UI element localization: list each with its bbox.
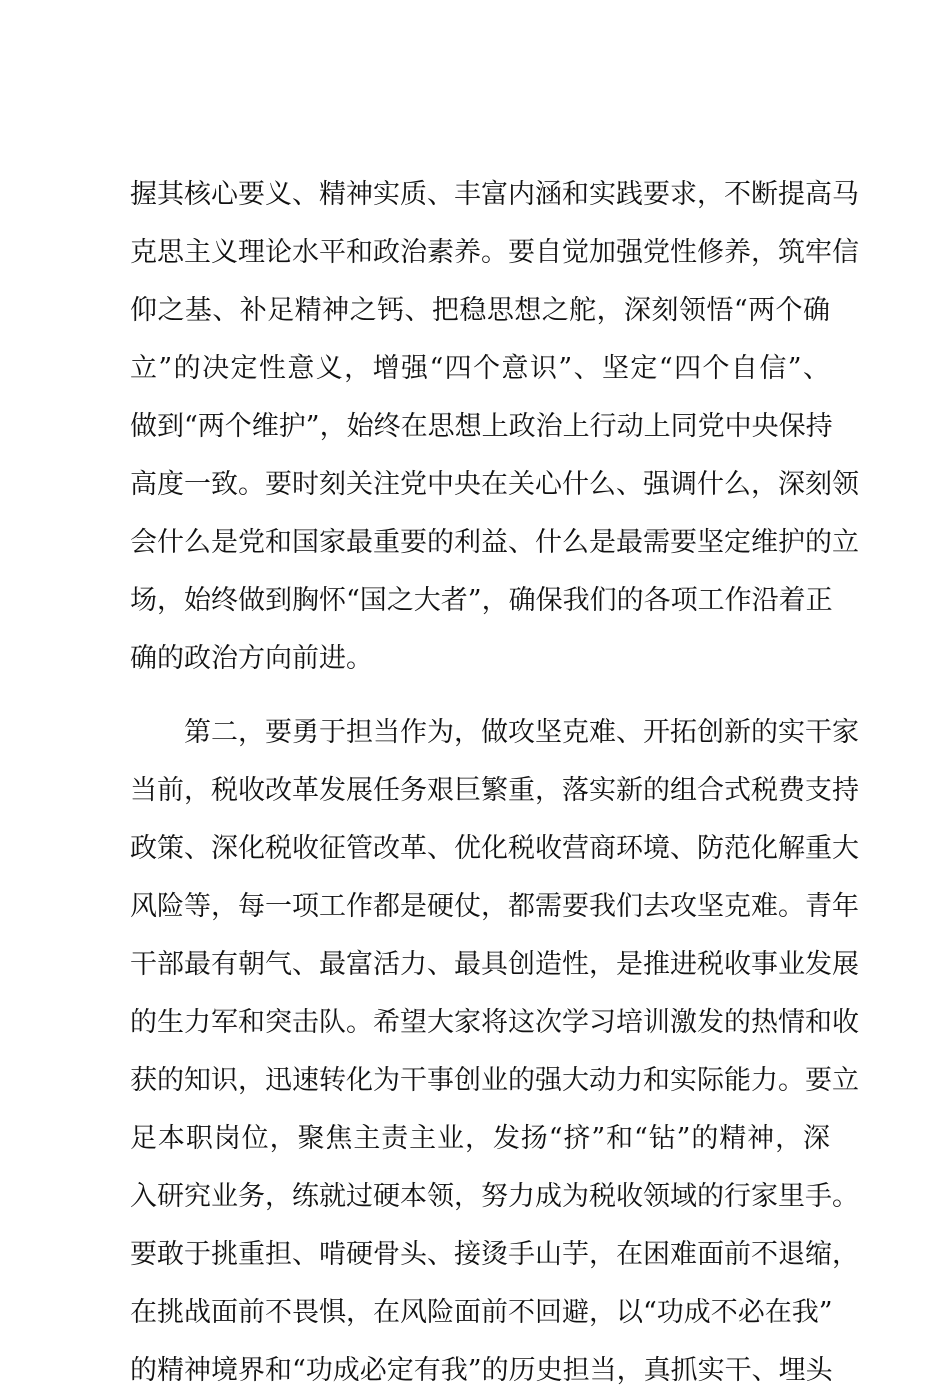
text-line: 仰之基、补足精神之钙、把稳思想之舵，深刻领悟“两个确: [130, 295, 830, 326]
text-line: 会什么是党和国家最重要的利益、什么是最需要坚定维护的立: [130, 527, 859, 558]
paragraph-spacer: [130, 688, 830, 704]
text-line: 要敢于挑重担、啃硬骨头、接烫手山芋，在困难面前不退缩，: [130, 1239, 859, 1270]
text-line: 的精神境界和“功成必定有我”的历史担当，真抓实干、埋头: [130, 1355, 833, 1386]
text-line: 做到“两个维护”，始终在思想上政治上行动上同党中央保持: [130, 411, 833, 442]
text-line: 立”的决定性意义，增强“四个意识”、坚定“四个自信”、: [130, 353, 830, 384]
paragraph-1: [130, 166, 859, 688]
text-line: 风险等，每一项工作都是硬仗，都需要我们去攻坚克难。青年: [130, 891, 859, 922]
text-line: 高度一致。要时刻关注党中央在关心什么、强调什么，深刻领: [130, 469, 859, 500]
text-line: 第二，要勇于担当作为，做攻坚克难、开拓创新的实干家: [184, 717, 859, 748]
text-line: 在挑战面前不畏惧，在风险面前不回避，以“功成不必在我”: [130, 1297, 833, 1328]
text-line: 确的政治方向前进。: [130, 643, 373, 674]
text-line: 当前，税收改革发展任务艰巨繁重，落实新的组合式税费支持: [130, 775, 859, 806]
text-line: 入研究业务，练就过硬本领，努力成为税收领域的行家里手。: [130, 1181, 859, 1212]
text-line: 的生力军和突击队。希望大家将这次学习培训激发的热情和收: [130, 1007, 859, 1038]
paragraph-2: [130, 704, 859, 1400]
text-line: 克思主义理论水平和政治素养。要自觉加强党性修养，筑牢信: [130, 237, 859, 268]
text-line: 政策、深化税收征管改革、优化税收营商环境、防范化解重大: [130, 833, 859, 864]
body-text: [130, 166, 859, 1400]
text-line: 干部最有朝气、最富活力、最具创造性，是推进税收事业发展: [130, 949, 859, 980]
text-line: 场，始终做到胸怀“国之大者”，确保我们的各项工作沿着正: [130, 585, 833, 616]
text-line: 足本职岗位，聚焦主责主业，发扬“挤”和“钻”的精神，深: [130, 1123, 830, 1154]
text-line: 握其核心要义、精神实质、丰富内涵和实践要求，不断提高马: [130, 179, 859, 210]
text-line: 获的知识，迅速转化为干事创业的强大动力和实际能力。要立: [130, 1065, 859, 1096]
